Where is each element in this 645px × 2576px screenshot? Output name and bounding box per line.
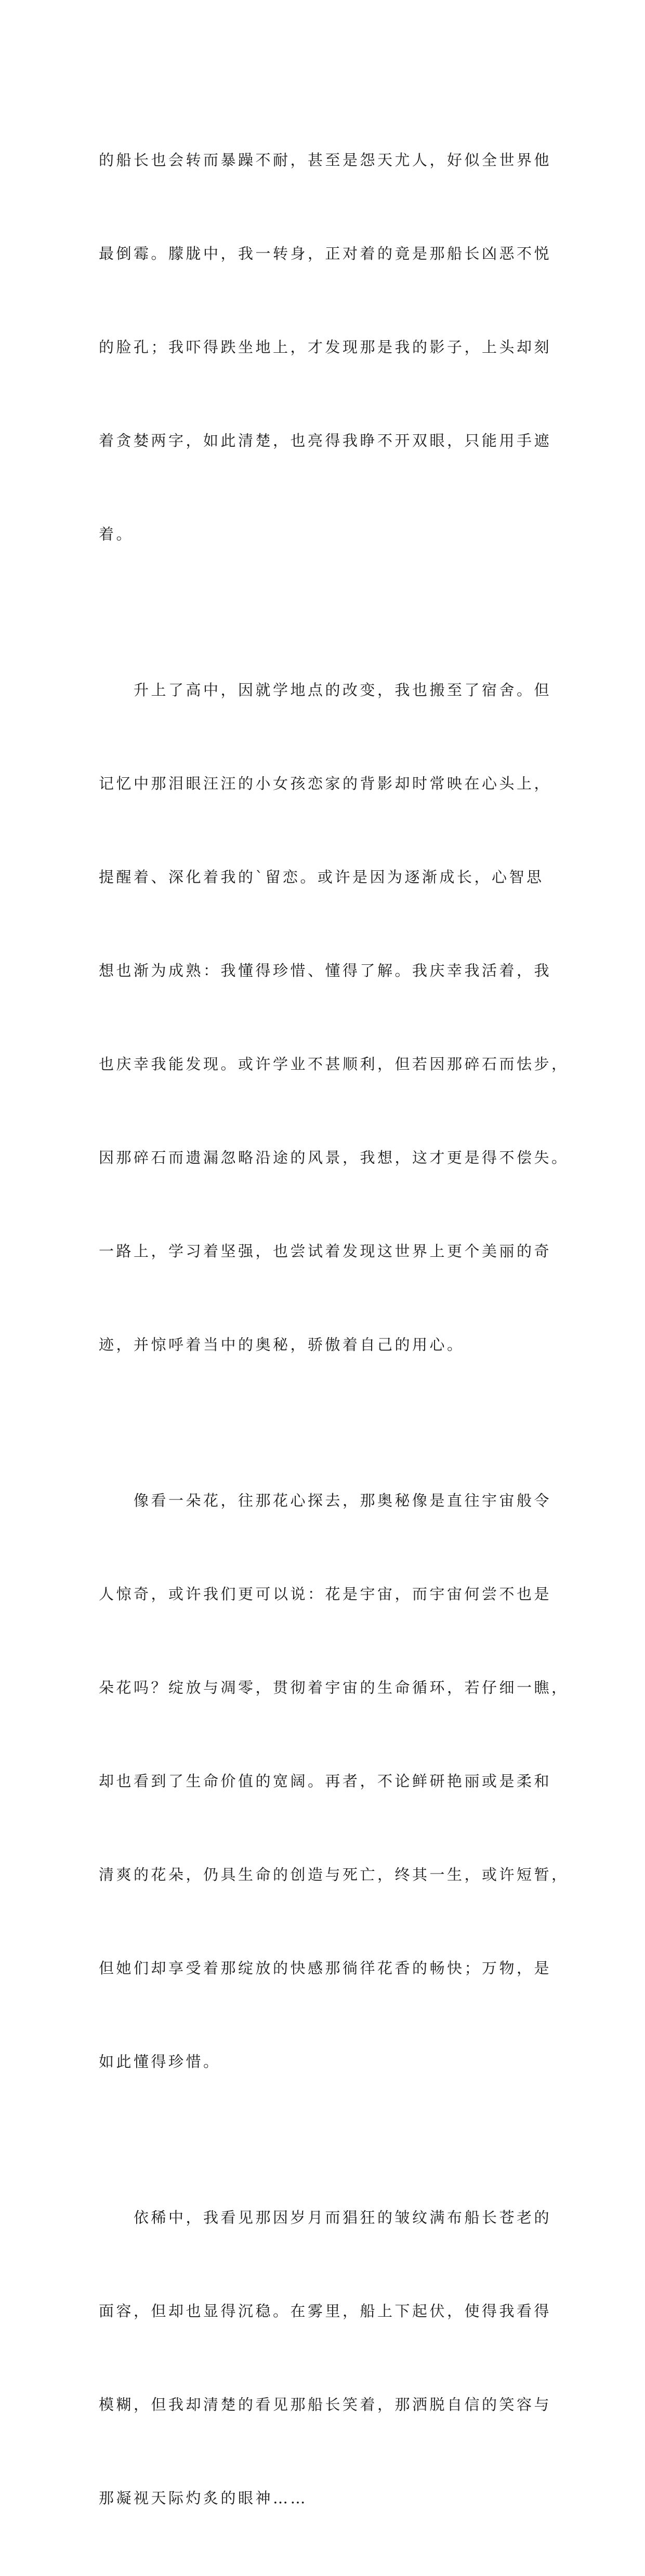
paragraph-4 [99,2140,551,2576]
text-line: 像看一朵花，往那花心探去，那奥秘像是直往宇宙般令 [99,1492,552,1509]
text-line: 也庆幸我能发现。或许学业不甚顺利，但若因那碎石而怯步， [99,1055,569,1073]
text-line: 迹，并惊呼着当中的奥秘，骄傲着自己的用心。 [99,1336,465,1353]
text-line: 依稀中，我看见那因岁月而猖狂的皱纹满布船长苍老的 [99,2209,552,2226]
text-line: 模糊，但我却清楚的看见那船长笑着，那洒脱自信的笑容与 [99,2396,552,2413]
text-line: 着贪婪两字，如此清楚，也亮得我睁不开双眼，只能用手遮 [99,432,552,449]
text-line: 提醒着、深化着我的`留恋。或许是因为逐渐成长，心智思 [99,868,544,886]
text-line: 清爽的花朵，仍具生命的创造与死亡，终其一生，或许短暂， [99,1866,569,1883]
paragraph-3 [99,1423,569,2140]
text-line: 最倒霉。朦胧中，我一转身，正对着的竟是那船长凶恶不悦 [99,245,552,262]
text-line: 着。 [99,525,134,543]
document-body [99,82,569,2576]
text-line: 但她们却享受着那绽放的快感那徜徉花香的畅快；万物，是 [99,1959,552,1977]
text-line: 面容，但却也显得沉稳。在雾里，船上下起伏，使得我看得 [99,2302,552,2320]
text-line: 朵花吗？绽放与凋零，贯彻着宇宙的生命循环，若仔细一瞧， [99,1679,569,1696]
text-line: 却也看到了生命价值的宽阔。再者，不论鲜研艳丽或是柔和 [99,1772,552,1790]
text-line: 人惊奇，或许我们更可以说：花是宇宙，而宇宙何尝不也是 [99,1585,552,1603]
text-line: 记忆中那泪眼汪汪的小女孩恋家的背影却时常映在心头上， [99,775,552,792]
text-line: 如此懂得珍惜。 [99,2053,221,2070]
text-line: 因那碎石而遗漏忽略沿途的风景，我想，这才更是得不偿失。 [99,1149,569,1166]
paragraph-2 [99,612,569,1423]
text-line: 的船长也会转而暴躁不耐，甚至是怨天尤人，好似全世界他 [99,151,552,169]
paragraph-1 [99,82,551,612]
text-line: 那凝视天际灼炙的眼神…… [99,2489,308,2507]
text-line: 升上了高中，因就学地点的改变，我也搬至了宿舍。但 [99,681,552,699]
text-line: 的脸孔；我吓得跌坐地上，才发现那是我的影子，上头却刻 [99,338,552,356]
text-line: 一路上，学习着坚强，也尝试着发现这世界上更个美丽的奇 [99,1242,552,1260]
text-line: 想也渐为成熟：我懂得珍惜、懂得了解。我庆幸我活着，我 [99,962,552,979]
